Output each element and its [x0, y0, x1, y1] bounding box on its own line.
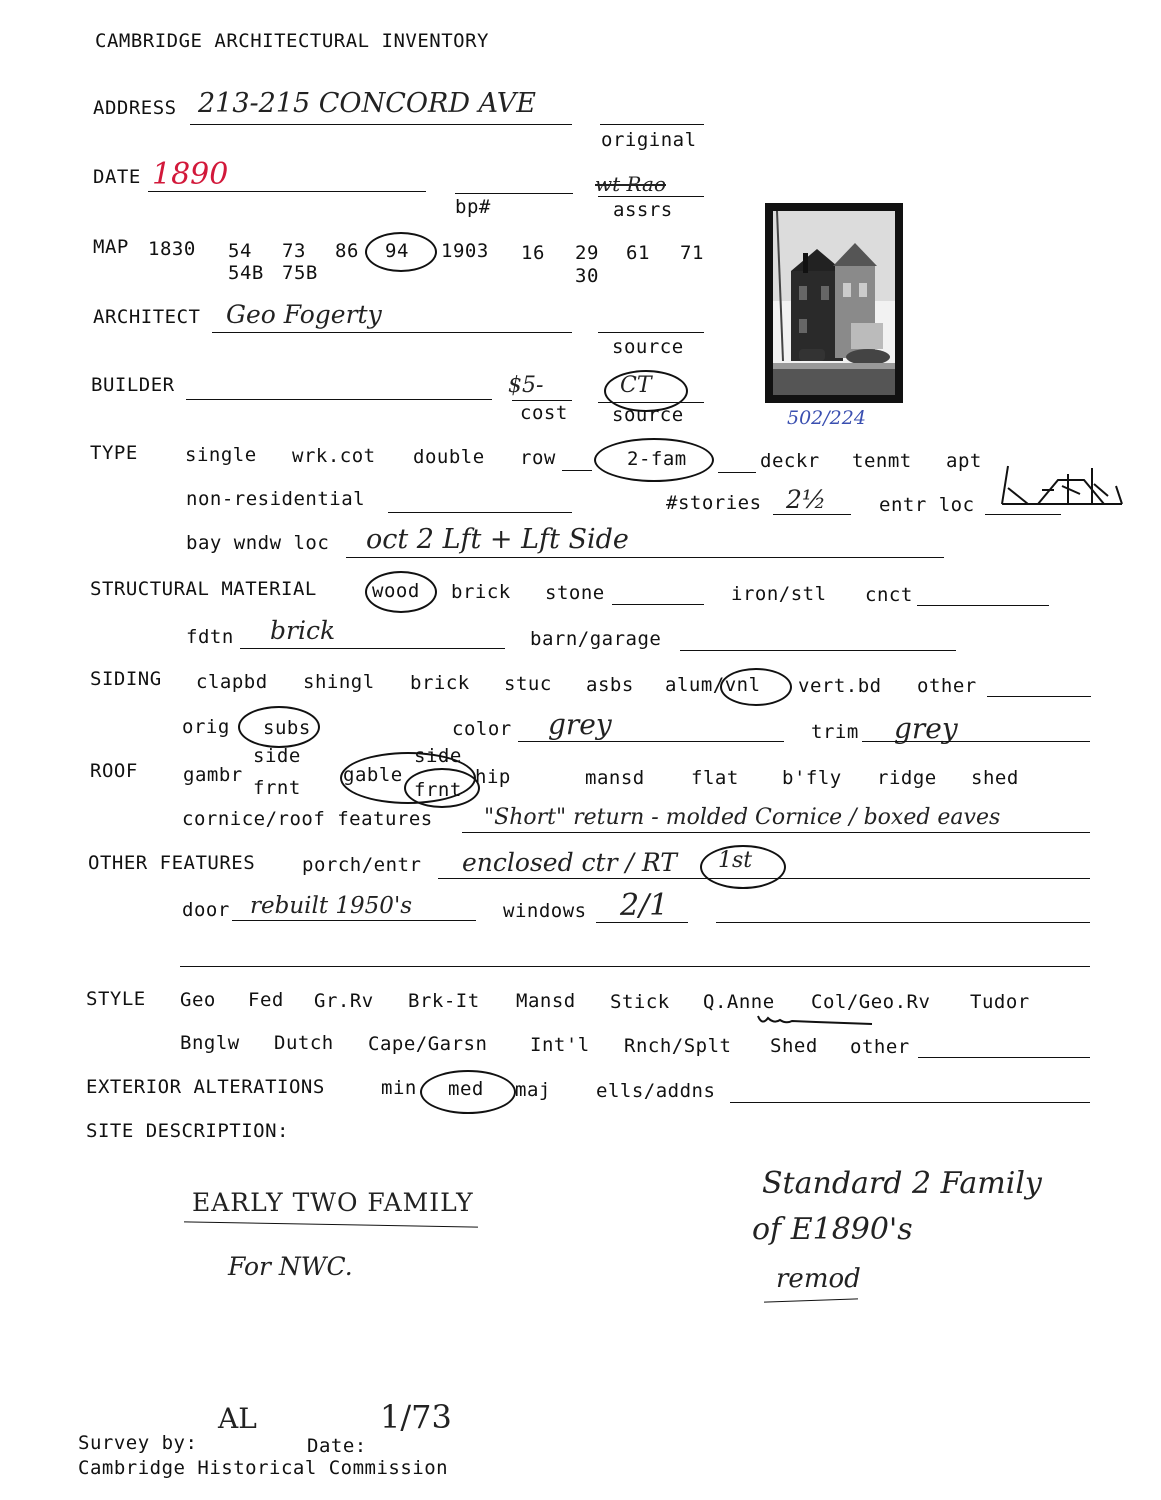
- barn-garage-line: [680, 650, 956, 651]
- cost-line: [512, 400, 572, 401]
- siding-option: vert.bd: [798, 675, 882, 697]
- style-option: Fed: [248, 989, 284, 1011]
- structural-option: iron/stl: [731, 583, 827, 605]
- map-year: 16: [521, 242, 545, 264]
- map-year-selected: 94: [385, 240, 409, 262]
- color-label: color: [452, 718, 512, 740]
- style-option: Rnch/Splt: [624, 1035, 732, 1057]
- site-right-note-3: remod: [776, 1264, 861, 1294]
- structural-option: stone: [545, 582, 605, 604]
- alteration-option: maj: [515, 1079, 551, 1101]
- structural-circle: [365, 571, 437, 613]
- roof-option: mansd: [585, 767, 645, 789]
- site-left-underline: [184, 1221, 478, 1227]
- siding-option: brick: [410, 672, 470, 694]
- windows-line: [596, 922, 688, 923]
- siding-option-selected: alum/vnl: [665, 674, 761, 696]
- map-year: 30: [575, 265, 599, 287]
- roof-option: hip: [475, 766, 511, 788]
- roof-gambr: gambr: [183, 764, 243, 786]
- site-left-note-1: EARLY TWO FAMILY: [192, 1188, 474, 1217]
- style-underline-squiggle: [756, 1012, 876, 1028]
- form-title: CAMBRIDGE ARCHITECTURAL INVENTORY: [95, 30, 489, 52]
- barn-garage-label: barn/garage: [530, 628, 662, 650]
- alteration-option-selected: med: [448, 1078, 484, 1100]
- fdtn-line: [240, 648, 505, 649]
- builder-label: BUILDER: [91, 374, 175, 396]
- architect-source-line: [598, 332, 704, 333]
- siding-label: SIDING: [90, 668, 162, 690]
- survey-by-label: Survey by:: [78, 1432, 198, 1454]
- site-description-label: SITE DESCRIPTION:: [86, 1120, 289, 1142]
- style-option: Brk-It: [408, 990, 480, 1012]
- roof-gable-selected: gable: [343, 764, 403, 786]
- type-option: apt: [946, 450, 982, 472]
- trim-line: [862, 741, 1090, 742]
- nonres-line: [388, 512, 572, 513]
- survey-date-value: 1/73: [380, 1398, 452, 1436]
- trim-label: trim: [811, 721, 859, 743]
- style-option: Cape/Garsn: [368, 1033, 488, 1055]
- trim-value: grey: [894, 712, 958, 745]
- fdtn-label: fdtn: [186, 626, 234, 648]
- style-label: STYLE: [86, 988, 146, 1010]
- survey-date-label: Date:: [307, 1435, 367, 1457]
- style-option-selected: Q.Anne: [703, 991, 775, 1013]
- map-year: 1903: [441, 240, 489, 262]
- bp-line: [455, 193, 573, 194]
- cornice-value: "Short" return - molded Cornice / boxed eaves: [484, 805, 1001, 830]
- building-photo: [765, 203, 903, 403]
- roof-label: ROOF: [90, 760, 138, 782]
- entr-loc-label: entr loc: [879, 494, 975, 516]
- roof-side-label: side: [414, 745, 462, 767]
- architect-value: Geo Fogerty: [226, 300, 382, 329]
- alteration-option: min: [381, 1077, 417, 1099]
- blank-line: [180, 966, 1090, 967]
- builder-source-value: CT: [620, 373, 652, 398]
- windows-extra-line: [716, 922, 1090, 923]
- fam-line: [718, 472, 756, 473]
- stone-line: [612, 604, 704, 605]
- roof-option: flat: [691, 767, 739, 789]
- remod-underline: [764, 1298, 858, 1302]
- frnt-circle: [404, 768, 480, 808]
- assrs-label: assrs: [613, 199, 673, 221]
- subs-label: subs: [263, 717, 311, 739]
- row-line: [562, 470, 592, 471]
- builder-line: [186, 399, 492, 400]
- map-year: 29: [575, 242, 599, 264]
- builder-source-label: source: [612, 404, 684, 426]
- architect-line: [212, 332, 572, 333]
- style-option: Bnglw: [180, 1032, 240, 1054]
- fdtn-value: brick: [270, 616, 336, 645]
- address-label: ADDRESS: [93, 97, 177, 119]
- entr-loc-line: [985, 514, 1061, 515]
- subs-circle: [238, 706, 320, 748]
- structural-label: STRUCTURAL MATERIAL: [90, 578, 317, 600]
- address-value: 213-215 CONCORD AVE: [198, 88, 536, 119]
- address-line: [190, 124, 572, 125]
- map-year: 75B: [282, 262, 318, 284]
- style-option: Gr.Rv: [314, 990, 374, 1012]
- bp-label: bp#: [455, 196, 491, 218]
- original-line: [600, 124, 704, 125]
- ells-addns-line: [730, 1102, 1090, 1103]
- map-circle: [365, 232, 437, 272]
- stories-value: 2½: [786, 485, 827, 514]
- bay-window-label: bay wndw loc: [186, 532, 330, 554]
- entry-sketch: [998, 460, 1128, 510]
- map-year: 54B: [228, 262, 264, 284]
- door-line: [232, 920, 476, 921]
- porch-circled-value: 1st: [718, 848, 753, 873]
- stories-line: [773, 514, 851, 515]
- siding-option: asbs: [586, 674, 634, 696]
- type-option: wrk.cot: [292, 445, 376, 467]
- style-other-line: [918, 1057, 1090, 1058]
- windows-value: 2/1: [620, 888, 669, 923]
- type-label: TYPE: [90, 442, 138, 464]
- cost-label: cost: [520, 402, 568, 424]
- alterations-circle: [420, 1070, 516, 1114]
- map-year: 71: [680, 242, 704, 264]
- alterations-label: EXTERIOR ALTERATIONS: [86, 1076, 325, 1098]
- roof-option: ridge: [877, 767, 937, 789]
- color-value: grey: [548, 708, 612, 741]
- style-option: Mansd: [516, 990, 576, 1012]
- nonres-label: non-residential: [186, 488, 366, 510]
- style-option: Geo: [180, 989, 216, 1011]
- ells-addns-label: ells/addns: [596, 1080, 716, 1102]
- date-value: 1890: [152, 157, 229, 192]
- bay-window-value: oct 2 Lft + Lft Side: [366, 524, 629, 555]
- date-line: [148, 191, 426, 192]
- orig-label: orig: [182, 716, 230, 738]
- date-label: DATE: [93, 166, 141, 188]
- door-value: rebuilt 1950's: [250, 893, 413, 919]
- stories-label: #stories: [666, 492, 762, 514]
- roof-option: b'fly: [782, 767, 842, 789]
- type-option-selected: 2-fam: [627, 448, 687, 470]
- style-option: other: [850, 1036, 910, 1058]
- windows-label: windows: [503, 900, 587, 922]
- porch-line: [438, 878, 1090, 879]
- roof-frnt-label: frnt: [414, 779, 462, 801]
- type-option: row: [520, 447, 556, 469]
- type-option: deckr: [760, 450, 820, 472]
- builder-source-line: [598, 402, 704, 403]
- assrs-line: [598, 196, 704, 197]
- type-option: double: [413, 446, 485, 468]
- style-option: Tudor: [970, 991, 1030, 1013]
- assrs-struck: wt Rao: [595, 172, 666, 196]
- color-line: [518, 741, 784, 742]
- siding-other-line: [987, 696, 1091, 697]
- type-option: tenmt: [852, 450, 912, 472]
- architect-label: ARCHITECT: [93, 306, 201, 328]
- site-left-note-2: For NWC.: [228, 1252, 353, 1281]
- structural-option: brick: [451, 581, 511, 603]
- house-image: [773, 211, 895, 395]
- siding-option: other: [917, 675, 977, 697]
- door-label: door: [182, 899, 230, 921]
- cost-value: $5-: [508, 373, 544, 398]
- roof-side-label: side: [253, 745, 301, 767]
- photo-caption: 502/224: [787, 407, 866, 429]
- roof-option: shed: [971, 767, 1019, 789]
- map-year: 61: [626, 242, 650, 264]
- porch-value: enclosed ctr / RT: [462, 848, 677, 877]
- map-year: 86: [335, 240, 359, 262]
- cnct-line: [917, 605, 1049, 606]
- type-option: single: [185, 444, 257, 466]
- map-year: 1830: [148, 238, 196, 260]
- cornice-line: [462, 832, 1090, 833]
- style-option: Dutch: [274, 1032, 334, 1054]
- siding-circle: [720, 668, 792, 706]
- original-label: original: [601, 129, 697, 151]
- other-features-label: OTHER FEATURES: [88, 852, 256, 874]
- map-year: 73: [282, 240, 306, 262]
- style-option: Col/Geo.Rv: [811, 991, 931, 1013]
- map-label: MAP: [93, 236, 129, 258]
- siding-option: shingl: [303, 671, 375, 693]
- type-circle: [594, 438, 714, 482]
- map-year: 54: [228, 240, 252, 262]
- survey-by-value: AL: [218, 1402, 257, 1435]
- style-option: Int'l: [530, 1034, 590, 1056]
- siding-option: clapbd: [196, 671, 268, 693]
- porch-circle: [700, 845, 786, 889]
- style-option: Stick: [610, 991, 670, 1013]
- siding-option: stuc: [504, 673, 552, 695]
- site-right-note-1: Standard 2 Family: [762, 1166, 1042, 1201]
- structural-option: cnct: [865, 584, 913, 606]
- site-right-note-2: of E1890's: [752, 1212, 913, 1247]
- roof-frnt-label: frnt: [253, 777, 301, 799]
- style-option: Shed: [770, 1035, 818, 1057]
- architect-source-label: source: [612, 336, 684, 358]
- cornice-label: cornice/roof features: [182, 808, 433, 830]
- bay-window-line: [346, 557, 944, 558]
- porch-label: porch/entr: [302, 854, 422, 876]
- organization: Cambridge Historical Commission: [78, 1457, 449, 1479]
- structural-option-selected: wood: [372, 580, 420, 602]
